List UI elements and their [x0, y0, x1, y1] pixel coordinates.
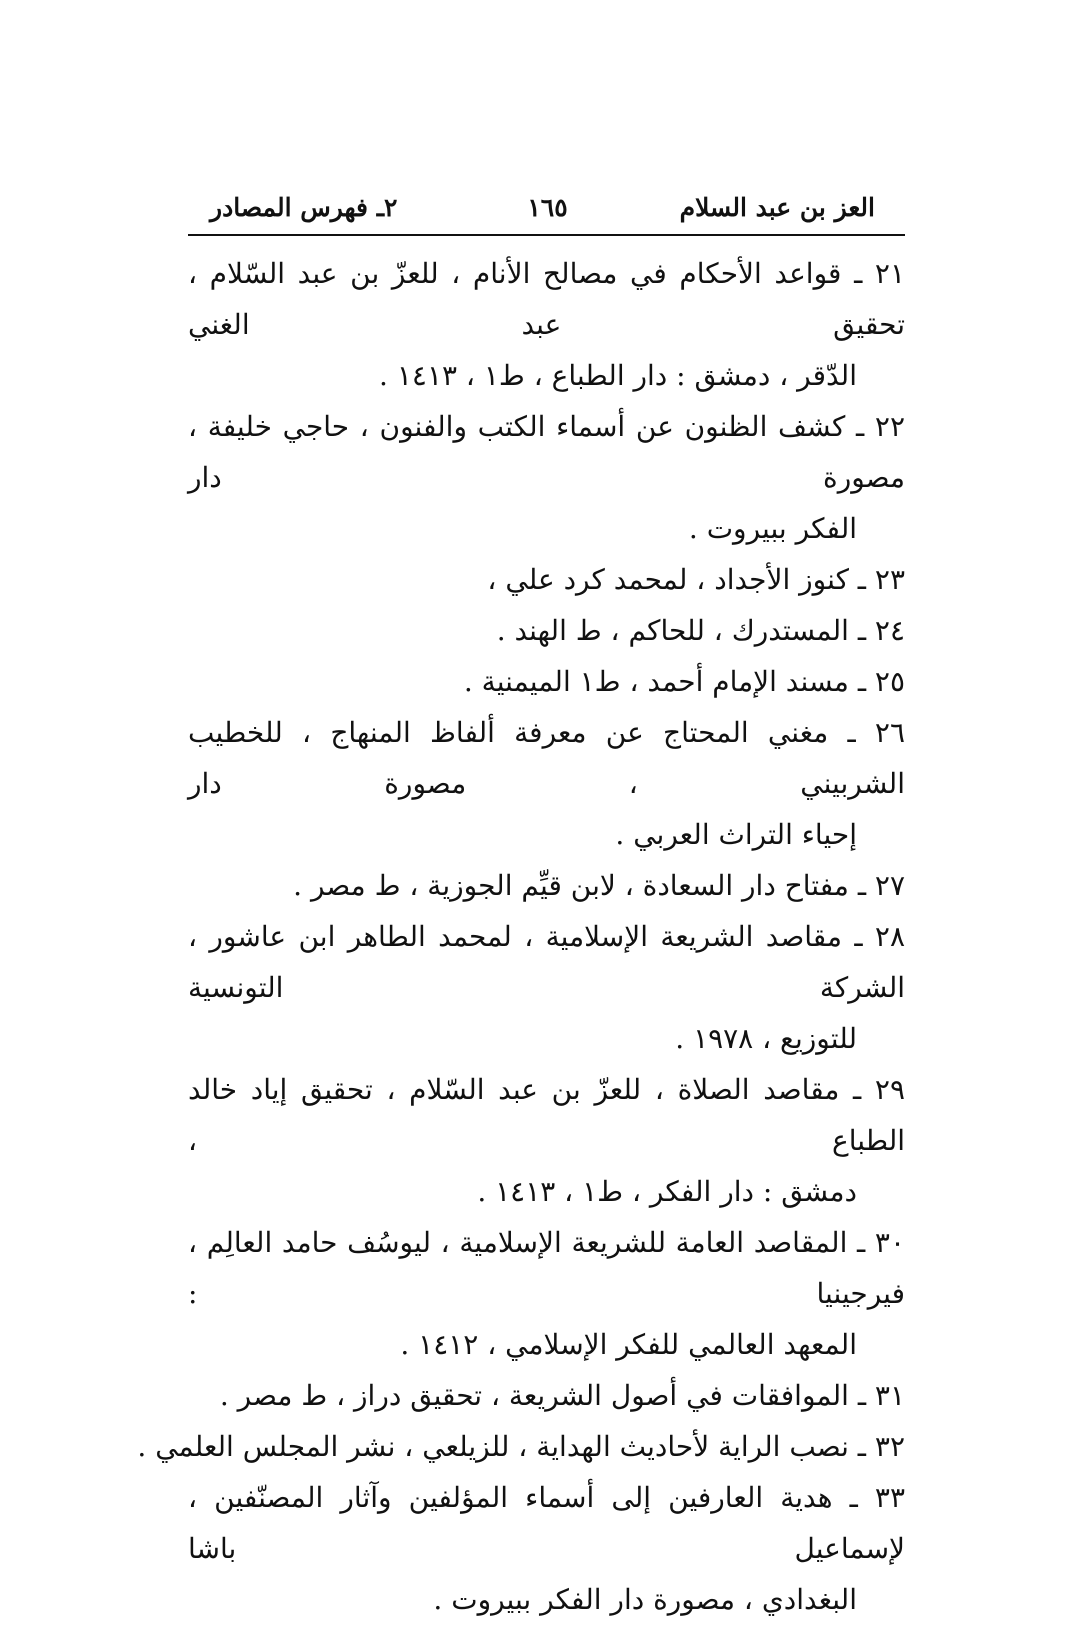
- header-section-title: ٢ـ فهرس المصادر: [210, 193, 398, 222]
- entry-continuation-line: المعهد العالمي للفكر الإسلامي ، ١٤١٢ .: [400, 1328, 857, 1361]
- page-number: ١٦٥: [527, 193, 568, 222]
- entry-continuation-line: الدّقر ، دمشق : دار الطباع ، ط١ ، ١٤١٣ .: [379, 359, 857, 392]
- entry-first-line: ٢٩ ـ مقاصد الصلاة ، للعزّ بن عبد السّلام ، تحقيق إياد خالد الطباع ،: [188, 1073, 905, 1157]
- entry-first-line: ٢٧ ـ مفتاح دار السعادة ، لابن قيِّم الجوزية ، ط مصر .: [293, 869, 905, 902]
- bibliography-entry: [188, 1217, 905, 1370]
- entry-first-line: ٢٨ ـ مقاصد الشريعة الإسلامية ، لمحمد الطاهر ابن عاشور ، الشركة التونسية: [188, 920, 905, 1004]
- entry-continuation-line: الفكر ببيروت .: [688, 512, 857, 545]
- entry-first-line: ٢٤ ـ المستدرك ، للحاكم ، ط الهند .: [496, 614, 905, 647]
- header-rule: [188, 234, 905, 236]
- entry-continuation-line: للتوزيع ، ١٩٧٨ .: [675, 1022, 857, 1055]
- bibliography-entry: [188, 860, 905, 911]
- bibliography-entry: [188, 1472, 905, 1625]
- running-header: [190, 188, 905, 228]
- entry-continuation-line: إحياء التراث العربي .: [615, 818, 857, 851]
- bibliography-entry: [188, 656, 905, 707]
- bibliography-entry: [188, 707, 905, 860]
- bibliography-entry: [188, 248, 905, 401]
- entry-first-line: ٣٣ ـ هدية العارفين إلى أسماء المؤلفين وآثار المصنّفين ، لإسماعيل باشا: [188, 1481, 905, 1565]
- entry-first-line: ٢٥ ـ مسند الإمام أحمد ، ط١ الميمنية .: [463, 665, 905, 698]
- entry-continuation-line: دمشق : دار الفكر ، ط١ ، ١٤١٣ .: [477, 1175, 857, 1208]
- bibliography-entry: [188, 605, 905, 656]
- bibliography-entry: [188, 554, 905, 605]
- entry-first-line: ٢٢ ـ كشف الظنون عن أسماء الكتب والفنون ، حاجي خليفة ، مصورة دار: [188, 410, 905, 494]
- entry-first-line: ٣٢ ـ نصب الراية لأحاديث الهداية ، للزيلعي ، نشر المجلس العلمي .: [137, 1430, 905, 1463]
- bibliography-entry: [188, 401, 905, 554]
- bibliography-entry: [137, 1421, 905, 1472]
- entry-first-line: ٣١ ـ الموافقات في أصول الشريعة ، تحقيق دراز ، ط مصر .: [219, 1379, 905, 1412]
- bibliography-entry: [188, 1064, 905, 1217]
- entry-first-line: ٣٠ ـ المقاصد العامة للشريعة الإسلامية ، ليوسُف حامد العالِم ، فيرجينيا :: [188, 1226, 905, 1310]
- entry-continuation-line: البغدادي ، مصورة دار الفكر ببيروت .: [433, 1583, 857, 1616]
- bibliography-entry: [188, 911, 905, 1064]
- entry-first-line: ٢٦ ـ مغني المحتاج عن معرفة ألفاظ المنهاج ، للخطيب الشربيني ، مصورة دار: [188, 716, 905, 800]
- entry-first-line: ٢٣ ـ كنوز الأجداد ، لمحمد كرد علي ،: [487, 563, 905, 596]
- bibliography-entry: [188, 1370, 905, 1421]
- entry-first-line: ٢١ ـ قواعد الأحكام في مصالح الأنام ، للعزّ بن عبد السّلام ، تحقيق عبد الغني: [188, 257, 905, 341]
- bibliography-list: [137, 248, 905, 1625]
- header-author-title: العز بن عبد السلام: [679, 193, 875, 222]
